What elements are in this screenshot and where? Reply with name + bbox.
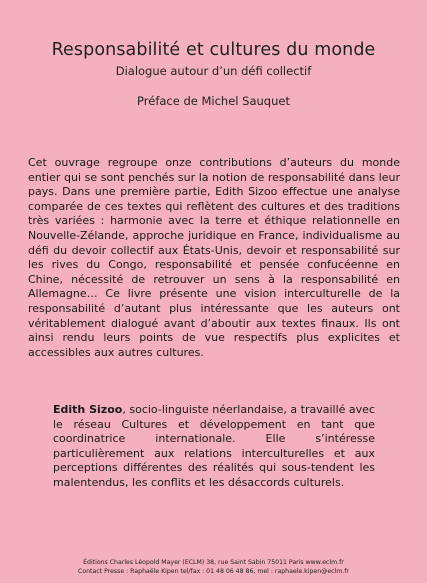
book-description: Cet ouvrage regroupe onze contributions d’auteurs du monde entier qui se sont penchés sur la notion de responsabilité dans leur pays. Dans une première partie, Edith Sizoo effectue une analyse comparée de ces textes qui reflètent des cultures et des traditions très variées : harmonie avec la terre et éthique relationnelle en Nouvelle-Zélande, approche juridique en France, individualisme au défi du devoir collectif aux États-Unis, devoir et responsabilité sur les rives du Congo, responsabilité et pensée confucéenne en Chine, nécessité de retrouver un sens à la responsabilité en Allemagne… Ce livre présente une vision interculturelle de la responsabilité d’autant plus intéressante que les auteurs ont véritablement dialogué avant d’aboutir aux textes finaux. Ils ont ainsi rendu leurs points de vue respectifs plus explicites et accessibles aux autres cultures. [28,156,400,359]
press-contact: Contact Presse : Raphaële Kipen tel/fax : 01 48 06 48 86, mel : raphaele.kipen@eclm.fr [78,568,349,575]
page-title: Responsabilité et cultures du monde [51,40,376,60]
page-subtitle: Dialogue autour d’un défi collectif [115,64,312,78]
author-bio-text: , socio-linguiste néerlandaise, a travaillé avec le réseau Cultures et développement en tant que coordinatrice internationale. Elle s’intéresse particulièrement aux relations interculturelles et aux perceptions différentes des réalités qui sous-tendent les malentendus, les conflits et les désaccords culturels. [53,403,375,489]
author-bio [53,403,375,491]
author-name: Edith Sizoo [53,403,123,416]
preface-credit: Préface de Michel Sauquet [137,94,290,108]
publisher-address: Éditions Charles Léopold Mayer (ECLM) 38, rue Saint Sabin 75011 Paris www.eclm.fr [83,559,344,566]
